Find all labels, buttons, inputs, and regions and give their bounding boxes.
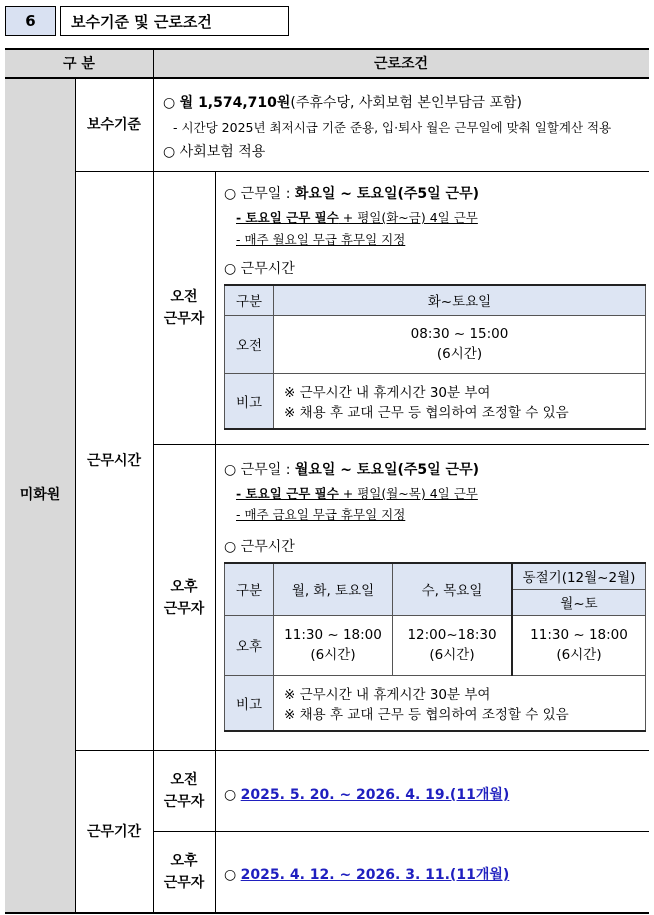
mt-time-cell: 08:30 ~ 15:00 (6시간) <box>274 315 646 373</box>
at-note-label: 비고 <box>225 675 274 731</box>
morning-days: ○ 근무일 : 화요일 ~ 토요일(주5일 근무) <box>224 186 479 202</box>
pay-label: 보수기준 <box>86 116 142 133</box>
at-h-winter: 동절기(12월~2월) <box>512 563 646 589</box>
morning-shift-label: 오전 근무자 <box>163 289 205 327</box>
at-c3: 11:30 ~ 18:00 (6시간) <box>512 615 646 675</box>
col3-divider <box>215 171 216 912</box>
pay-amount: 월 1,574,710원 <box>179 95 291 111</box>
pay-note: - 시간당 2025년 최저시급 기준 준용, 입·퇴사 월은 근무일에 맞춰 일할계산 적용 <box>173 120 612 135</box>
at-c1: 11:30 ~ 18:00 (6시간) <box>274 615 393 675</box>
work-period-label: 근무기간 <box>86 823 142 840</box>
work-hours-label: 근무시간 <box>86 453 142 469</box>
at-h-wed: 수, 목요일 <box>393 563 513 615</box>
mt-h-days: 화~토요일 <box>274 285 646 315</box>
afternoon-hours-title: ○ 근무시간 <box>224 539 295 555</box>
period-afternoon-label: 오후 근무자 <box>163 853 205 891</box>
period-afternoon: ○ 2025. 4. 12. ~ 2026. 3. 11.(11개월) <box>224 867 510 883</box>
afternoon-shift-label: 오후 근무자 <box>163 578 205 617</box>
at-h-mon: 월, 화, 토요일 <box>274 563 393 615</box>
header-category: 구 분 <box>63 55 95 72</box>
workplace-label: 미화원 <box>19 487 61 503</box>
section-number: 6 <box>5 6 56 36</box>
afternoon-days: ○ 근무일 : 월요일 ~ 토요일(주5일 근무) <box>224 462 479 478</box>
afternoon-holiday: - 매주 금요일 무급 휴무일 지정 <box>236 507 406 522</box>
at-c2: 12:00~18:30 (6시간) <box>393 615 513 675</box>
pay-monthly: ○ 월 1,574,710원(주휴수당, 사회보험 본인부담금 포함) <box>163 95 523 111</box>
morning-hours-table <box>224 284 646 430</box>
at-note-cell: ※ 근무시간 내 휴게시간 30분 부여 ※ 채용 후 교대 근무 등 협의하여 조정할 수 있음 <box>274 675 646 731</box>
period-afternoon-dates[interactable]: 2025. 4. 12. ~ 2026. 3. 11.(11개월) <box>240 867 510 883</box>
afternoon-hours-table <box>224 562 646 732</box>
mt-note-label: 비고 <box>225 373 274 429</box>
at-row-label: 오후 <box>225 615 274 675</box>
mt-h-type: 구분 <box>225 285 274 315</box>
morning-holiday: - 매주 월요일 무급 휴무일 지정 <box>236 232 406 247</box>
at-h-type: 구분 <box>225 563 274 615</box>
period-morning-dates[interactable]: 2025. 5. 20. ~ 2026. 4. 19.(11개월) <box>240 787 510 803</box>
section-title: 보수기준 및 근로조건 <box>60 6 289 36</box>
morning-hours-title: ○ 근무시간 <box>224 261 295 277</box>
period-morning: ○ 2025. 5. 20. ~ 2026. 4. 19.(11개월) <box>224 787 510 803</box>
mt-row-label: 오전 <box>225 315 274 373</box>
at-h-winter-days: 월~토 <box>512 589 646 615</box>
header-conditions: 근로조건 <box>373 55 429 72</box>
afternoon-requirement: - 토요일 근무 필수 + 평일(월~목) 4일 근무 <box>236 486 478 501</box>
mt-note-cell: ※ 근무시간 내 휴게시간 30분 부여 ※ 채용 후 교대 근무 등 협의하여 조정할 수 있음 <box>274 373 646 429</box>
pay-insurance: ○ 사회보험 적용 <box>163 144 266 160</box>
period-morning-label: 오전 근무자 <box>163 772 205 810</box>
hours-subrow-divider <box>153 444 649 445</box>
period-subrow-divider <box>153 831 649 832</box>
morning-requirement: - 토요일 근무 필수 + 평일(화~금) 4일 근무 <box>236 210 478 225</box>
